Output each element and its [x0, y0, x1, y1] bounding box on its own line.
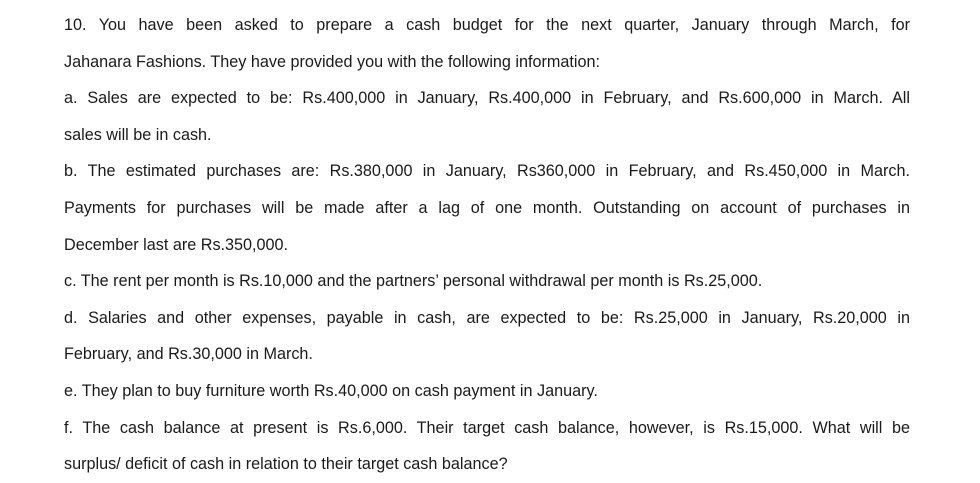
question-text	[64, 7, 910, 483]
item-d-line-1: d. Salaries and other expenses, payable in cash, are expected to be: Rs.25,000 in January, Rs.20,000 in	[64, 308, 910, 327]
item-a-line-1: a. Sales are expected to be: Rs.400,000 in January, Rs.400,000 in February, and Rs.600,000 in March. All	[64, 89, 910, 108]
item-f-line-1: f. The cash balance at present is Rs.6,000. Their target cash balance, however, is Rs.15,000. What will be	[64, 418, 910, 437]
question-intro-line-2: Jahanara Fashions. They have provided you with the following information:	[64, 52, 600, 71]
item-f-line-2: surplus/ deficit of cash in relation to their target cash balance?	[64, 455, 508, 474]
item-b-line-1: b. The estimated purchases are: Rs.380,000 in January, Rs360,000 in February, and Rs.450,000 in March.	[64, 162, 910, 181]
item-b-line-3: December last are Rs.350,000.	[64, 235, 289, 254]
item-c-line-1: c. The rent per month is Rs.10,000 and the partners’ personal withdrawal per month is Rs.25,000.	[64, 272, 763, 291]
item-d-line-2: February, and Rs.30,000 in March.	[64, 345, 313, 364]
item-b-line-2: Payments for purchases will be made after a lag of one month. Outstanding on account of purchases in	[64, 198, 910, 217]
question-intro-line-1: 10. You have been asked to prepare a cash budget for the next quarter, January through March, for	[64, 16, 910, 34]
item-e-line-1: e. They plan to buy furniture worth Rs.40,000 on cash payment in January.	[64, 381, 598, 400]
item-a-line-2: sales will be in cash.	[64, 125, 212, 144]
